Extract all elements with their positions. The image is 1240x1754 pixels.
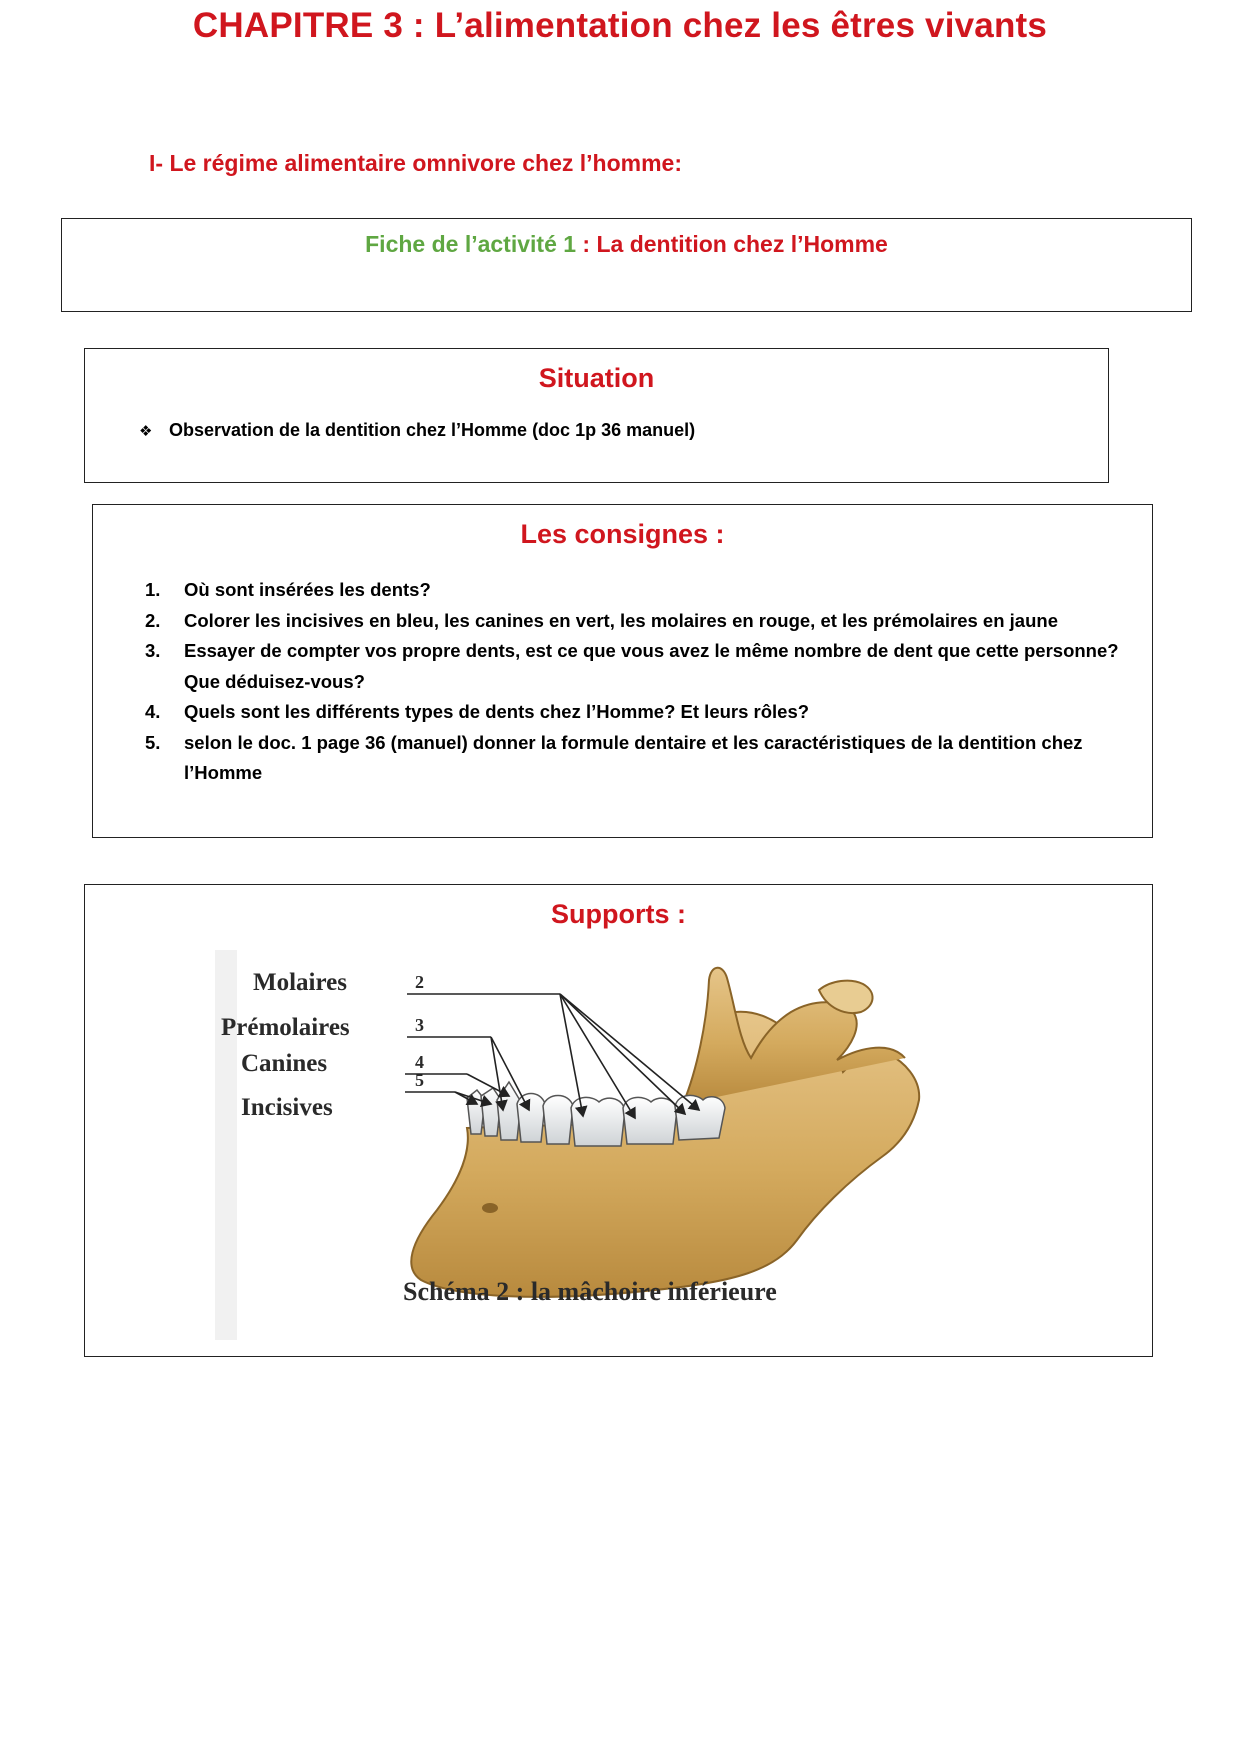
instructions-box (92, 504, 1153, 838)
diamond-bullet-icon: ❖ (139, 423, 153, 440)
instruction-item (145, 606, 1145, 637)
instruction-item (145, 728, 1145, 789)
instruction-number: 4. (145, 701, 161, 722)
number-5: 5 (415, 1070, 424, 1090)
situation-bullet-text: Observation de la dentition chez l’Homme (doc 1p 36 manuel) (169, 420, 696, 440)
number-2: 2 (415, 972, 424, 992)
number-4: 4 (415, 1052, 424, 1072)
instruction-text: Essayer de compter vos propre dents, est ce que vous avez le même nombre de dent que cette personne? Que déduisez-vous? (184, 640, 1119, 692)
label-premolaires: Prémolaires (221, 1014, 350, 1041)
molar-2 (623, 1097, 677, 1144)
instruction-item (145, 575, 1145, 606)
instruction-text: Quels sont les différents types de dents chez l’Homme? Et leurs rôles? (184, 701, 810, 722)
figure-caption: Schéma 2 : la mâchoire inférieure (403, 1277, 777, 1306)
instructions-list (145, 575, 1145, 789)
mental-foramen (482, 1203, 498, 1213)
instruction-number: 5. (145, 731, 161, 753)
teeth-row (467, 1082, 725, 1146)
supports-box (84, 884, 1153, 1357)
molar-3 (675, 1095, 725, 1140)
instruction-number: 3. (145, 640, 161, 661)
chapter-title: CHAPITRE 3 : L’alimentation chez les êtres vivants (192, 6, 1048, 45)
situation-box (84, 348, 1109, 483)
premolar-1 (517, 1094, 545, 1143)
instruction-item (145, 697, 1145, 728)
lower-jaw-diagram (215, 950, 1015, 1350)
instruction-item (145, 636, 1145, 697)
label-canines: Canines (241, 1050, 328, 1077)
instruction-number: 2. (145, 609, 161, 631)
activity-sheet-title (62, 231, 1191, 258)
premolar-2 (543, 1096, 573, 1145)
molar-1 (571, 1097, 625, 1146)
section-heading: I- Le régime alimentaire omnivore chez l’homme: (149, 150, 682, 176)
label-incisives: Incisives (241, 1094, 333, 1121)
situation-heading: Situation (538, 363, 655, 393)
label-molaires: Molaires (253, 969, 347, 996)
activity-sheet-subject: : La dentition chez l’Homme (576, 231, 888, 257)
number-3: 3 (415, 1015, 424, 1035)
instruction-text: Où sont insérées les dents? (184, 579, 431, 600)
instructions-heading: Les consignes : (520, 519, 725, 549)
figure-margin-strip (215, 950, 237, 1340)
instruction-text: selon le doc. 1 page 36 (manuel) donner la formule dentaire et les caractéristiques de la dentition chez l’Homme (184, 731, 1083, 783)
supports-heading: Supports : (551, 899, 686, 929)
instruction-text: Colorer les incisives en bleu, les canines en vert, les molaires en rouge, et les prémolaires en jaune (184, 609, 1058, 631)
situation-bullet (139, 420, 695, 441)
activity-sheet-box (61, 218, 1192, 312)
activity-sheet-label: Fiche de l’activité 1 (365, 231, 577, 257)
instruction-number: 1. (145, 579, 161, 600)
